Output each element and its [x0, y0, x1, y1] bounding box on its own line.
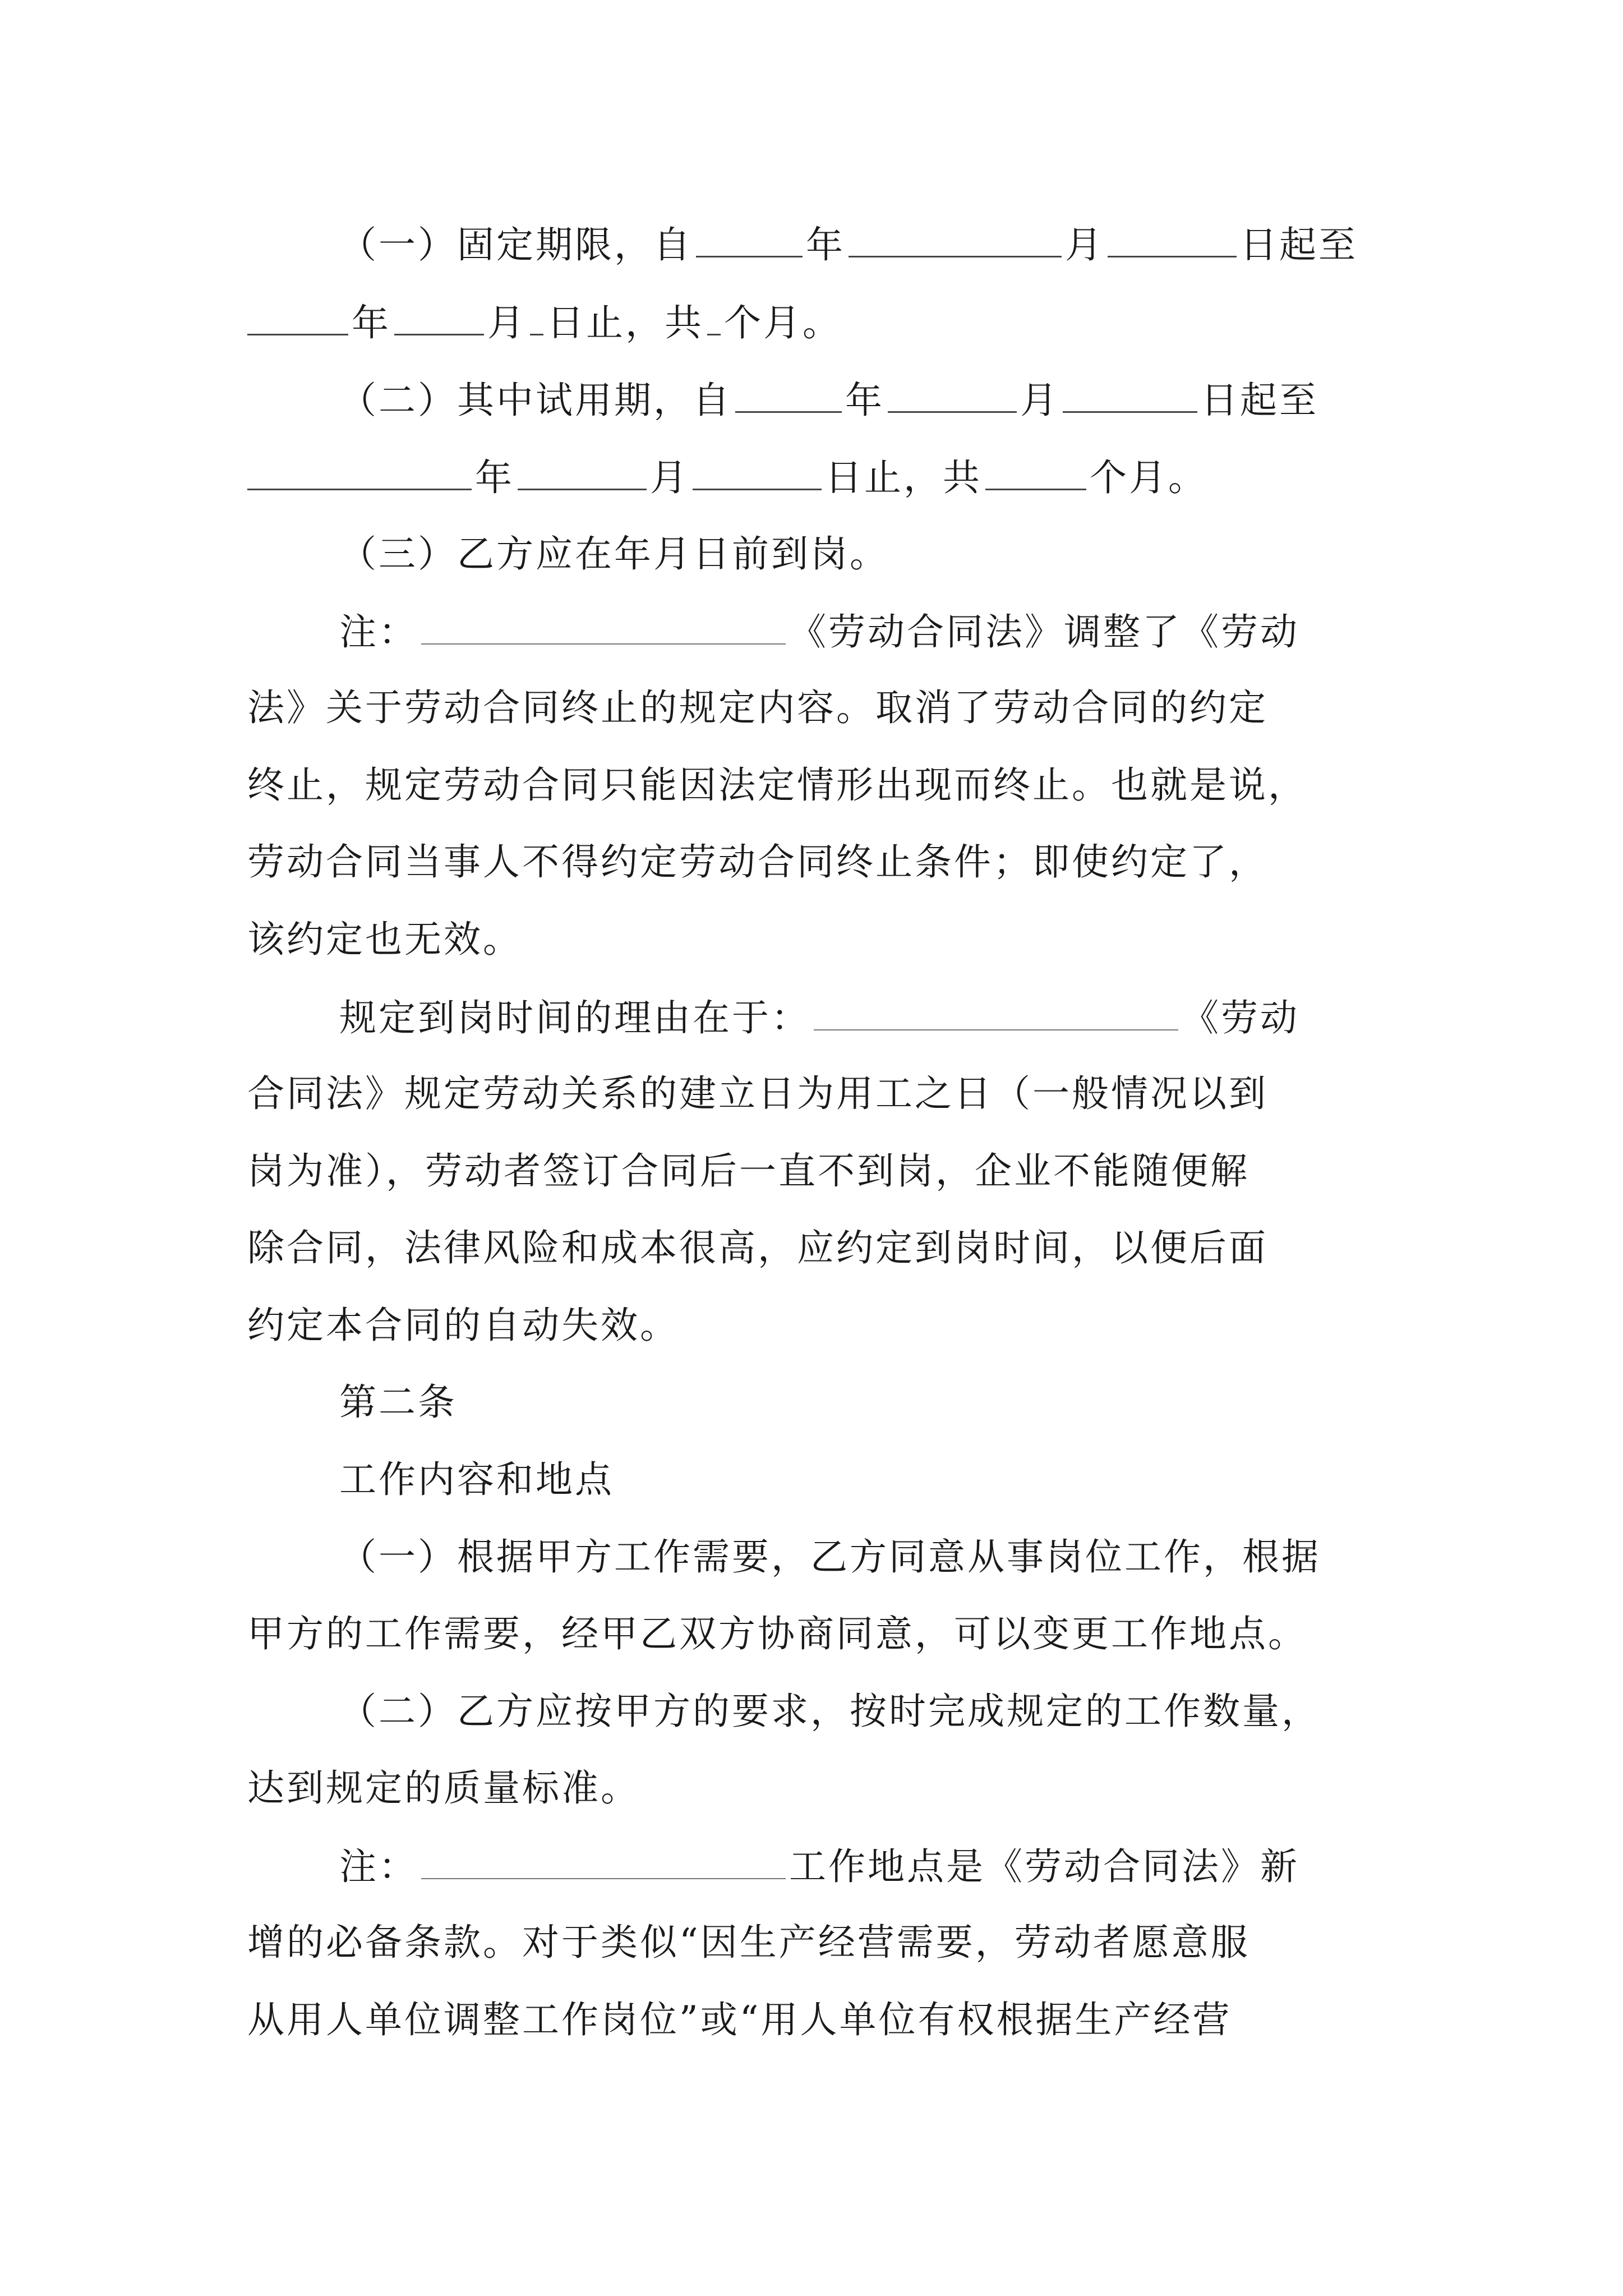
text: 月: [650, 456, 689, 499]
blank: [394, 299, 484, 335]
text: 日止，共: [825, 456, 982, 499]
article-heading: 第二条: [339, 1381, 457, 1424]
text: 月: [487, 301, 527, 344]
fixed-term-line-2: [247, 299, 842, 346]
blank: [693, 454, 822, 490]
paragraph-line: （一）根据甲方工作需要，乙方同意从事岗位工作，根据: [339, 1535, 1321, 1579]
text: 年: [845, 379, 884, 422]
note-line-2: [339, 1843, 1299, 1889]
paragraph-line: 岗为准），劳动者签订合同后一直不到岗，企业不能随便解: [247, 1149, 1249, 1193]
blank: [888, 376, 1017, 413]
blank: [696, 221, 803, 257]
blank: [814, 995, 1178, 1030]
blank: [1108, 221, 1237, 257]
paragraph-line: 除合同，法律风险和成本很高，应约定到岗时间，以便后面: [247, 1226, 1268, 1269]
probation-line-1: [339, 376, 1318, 423]
text: （二）其中试用期，自: [339, 379, 732, 422]
text: （一）固定期限，自: [339, 223, 693, 266]
text: 个月。: [724, 301, 842, 344]
text: 注：: [339, 610, 418, 654]
blank: [421, 609, 786, 645]
fixed-term-line-1: [339, 221, 1358, 268]
text: 个月。: [1090, 456, 1207, 499]
paragraph-line: 甲方的工作需要，经甲乙双方协商同意，可以变更工作地点。: [247, 1612, 1307, 1655]
probation-line-2: [247, 454, 1207, 500]
paragraph-line: 从用人单位调整工作岗位”或“用人单位有权根据生产经营: [247, 1998, 1232, 2041]
text: 年: [352, 301, 391, 344]
text: 注：: [339, 1845, 418, 1888]
paragraph-line: 合同法》规定劳动关系的建立日为用工之日（一般情况以到: [247, 1072, 1268, 1115]
paragraph-line: 该约定也无效。: [247, 918, 522, 961]
text: 年: [806, 223, 845, 266]
text: 日止，共: [547, 301, 704, 344]
text: 年: [475, 456, 514, 499]
paragraph-line: 约定本合同的自动失效。: [247, 1304, 679, 1347]
text: 月: [1065, 223, 1104, 266]
blank: [421, 1843, 786, 1879]
text: 规定到岗时间的理由在于：: [339, 996, 810, 1039]
blank: [735, 376, 842, 413]
blank: [518, 454, 647, 490]
blank: [707, 299, 721, 335]
note-line-1: [339, 609, 1299, 655]
text: 日起至: [1240, 223, 1358, 266]
paragraph-line: 达到规定的质量标准。: [247, 1766, 640, 1810]
paragraph-line: （二）乙方应按甲方的要求，按时完成规定的工作数量，: [339, 1690, 1321, 1733]
text: 《劳动: [1182, 996, 1299, 1039]
blank: [985, 454, 1086, 490]
text: 《劳动合同法》调整了《劳动: [789, 610, 1299, 654]
paragraph-line: 终止，规定劳动合同只能因法定情形出现而终止。也就是说，: [247, 763, 1307, 807]
paragraph-line: 增的必备条款。对于类似“因生产经营需要，劳动者愿意服: [247, 1921, 1250, 1964]
paragraph-line: 法》关于劳动合同终止的规定内容。取消了劳动合同的约定: [247, 686, 1268, 729]
text: 工作地点是《劳动合同法》新: [789, 1845, 1299, 1888]
text: 月: [1020, 379, 1059, 422]
report-date-line: （三）乙方应在年月日前到岗。: [339, 532, 889, 576]
blank: [530, 299, 543, 335]
text: 日起至: [1201, 379, 1318, 422]
blank: [849, 221, 1062, 257]
reason-line-1: [339, 995, 1299, 1041]
blank: [1063, 376, 1197, 413]
paragraph-line: 劳动合同当事人不得约定劳动合同终止条件；即使约定了，: [247, 840, 1268, 884]
blank: [247, 454, 472, 490]
blank: [247, 299, 348, 335]
article-subheading: 工作内容和地点: [339, 1458, 614, 1501]
